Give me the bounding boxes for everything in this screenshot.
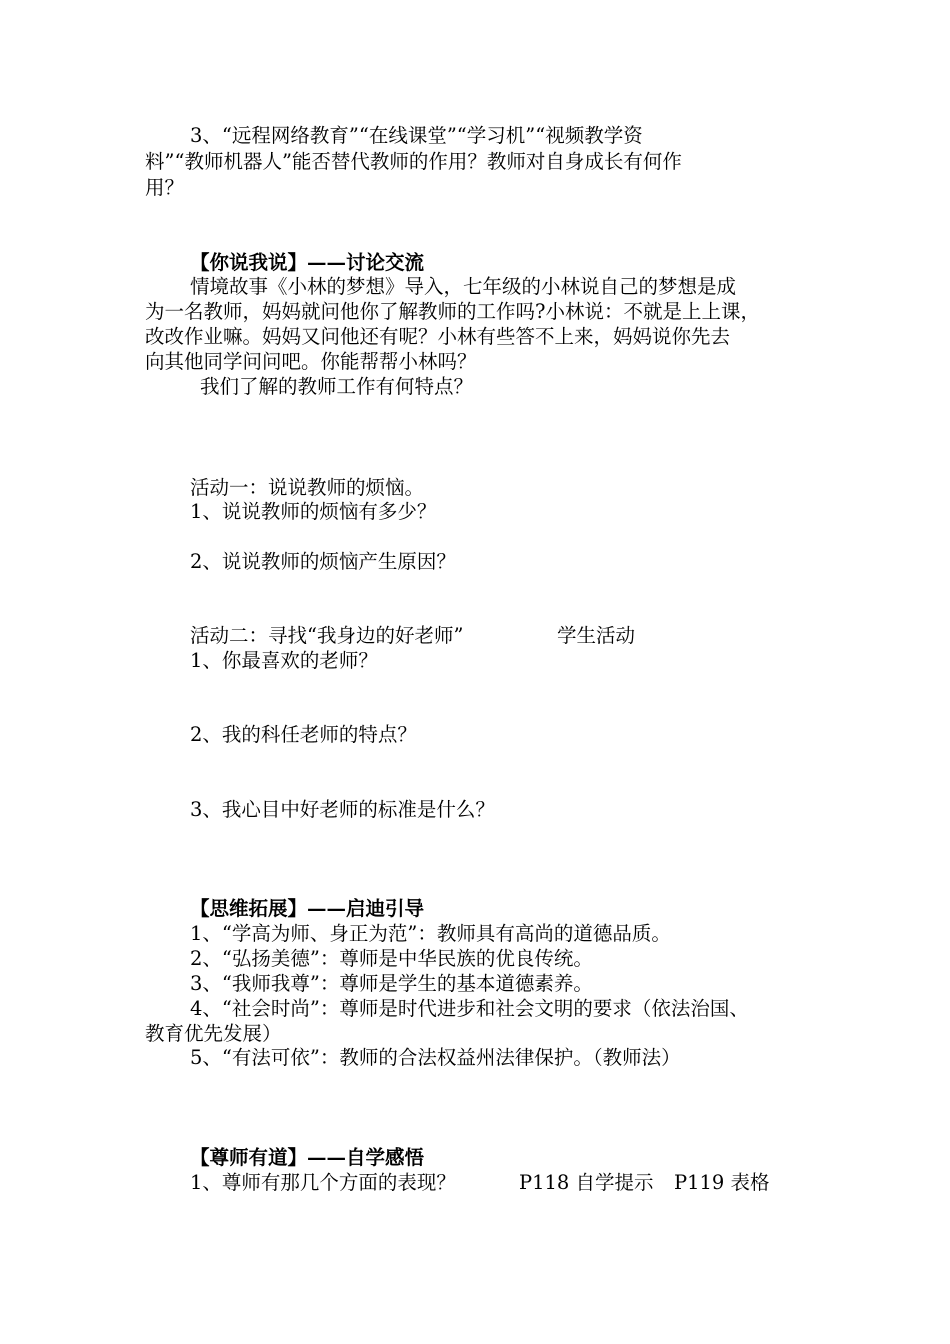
story-line2: 为一名教师，妈妈就问他你了解教师的工作吗?小林说：不就是上上课，: [145, 300, 760, 323]
thinking-item4-line2: 教育优先发展）: [145, 1022, 282, 1045]
story-line4: 向其他同学问问吧。你能帮帮小林吗？: [145, 350, 477, 373]
discuss-question: 我们了解的教师工作有何特点？: [200, 375, 474, 398]
section-heading-thinking: 【思维拓展】——启迪引导: [190, 897, 425, 920]
activity1-item1: 1、说说教师的烦恼有多少？: [190, 500, 437, 523]
q3-line3: 用？: [145, 176, 185, 199]
q3-line1: 3、“远程网络教育”“在线课堂”“学习机”“视频教学资: [190, 124, 643, 147]
activity1-title: 活动一：说说教师的烦恼。: [190, 476, 425, 499]
activity2-item2: 2、我的科任老师的特点？: [190, 723, 417, 746]
respect-ref-p119: P119 表格: [674, 1171, 770, 1194]
thinking-item2: 2、“弘扬美德”：尊师是中华民族的优良传统。: [190, 947, 593, 970]
thinking-item3: 3、“我师我尊”：尊师是学生的基本道德素养。: [190, 972, 593, 995]
thinking-item4-line1: 4、“社会时尚”：尊师是时代进步和社会文明的要求（依法治国、: [190, 997, 749, 1020]
story-line1: 情境故事《小林的梦想》导入，七年级的小林说自己的梦想是成: [190, 275, 737, 298]
section-heading-discuss: 【你说我说】——讨论交流: [190, 251, 425, 274]
activity1-item2: 2、说说教师的烦恼产生原因？: [190, 550, 456, 573]
thinking-item5: 5、“有法可依”：教师的合法权益州法律保护。（教师法）: [190, 1046, 681, 1069]
respect-item1: 1、尊师有那几个方面的表现？: [190, 1171, 456, 1194]
respect-ref-p118: P118 自学提示: [519, 1171, 654, 1194]
activity2-tag: 学生活动: [557, 624, 636, 647]
section-heading-respect: 【尊师有道】——自学感悟: [190, 1146, 425, 1169]
activity2-item3: 3、我心目中好老师的标准是什么？: [190, 798, 495, 821]
activity2-item1: 1、你最喜欢的老师？: [190, 649, 378, 672]
q3-line2: 料”“教师机器人”能否替代教师的作用？教师对自身成长有何作: [145, 150, 682, 173]
activity2-title: 活动二：寻找“我身边的好老师”: [190, 624, 464, 647]
thinking-item1: 1、“学高为师、身正为范”：教师具有高尚的道德品质。: [190, 922, 671, 945]
story-line3: 改改作业嘛。妈妈又问他还有呢？小林有些答不上来，妈妈说你先去: [145, 325, 731, 348]
